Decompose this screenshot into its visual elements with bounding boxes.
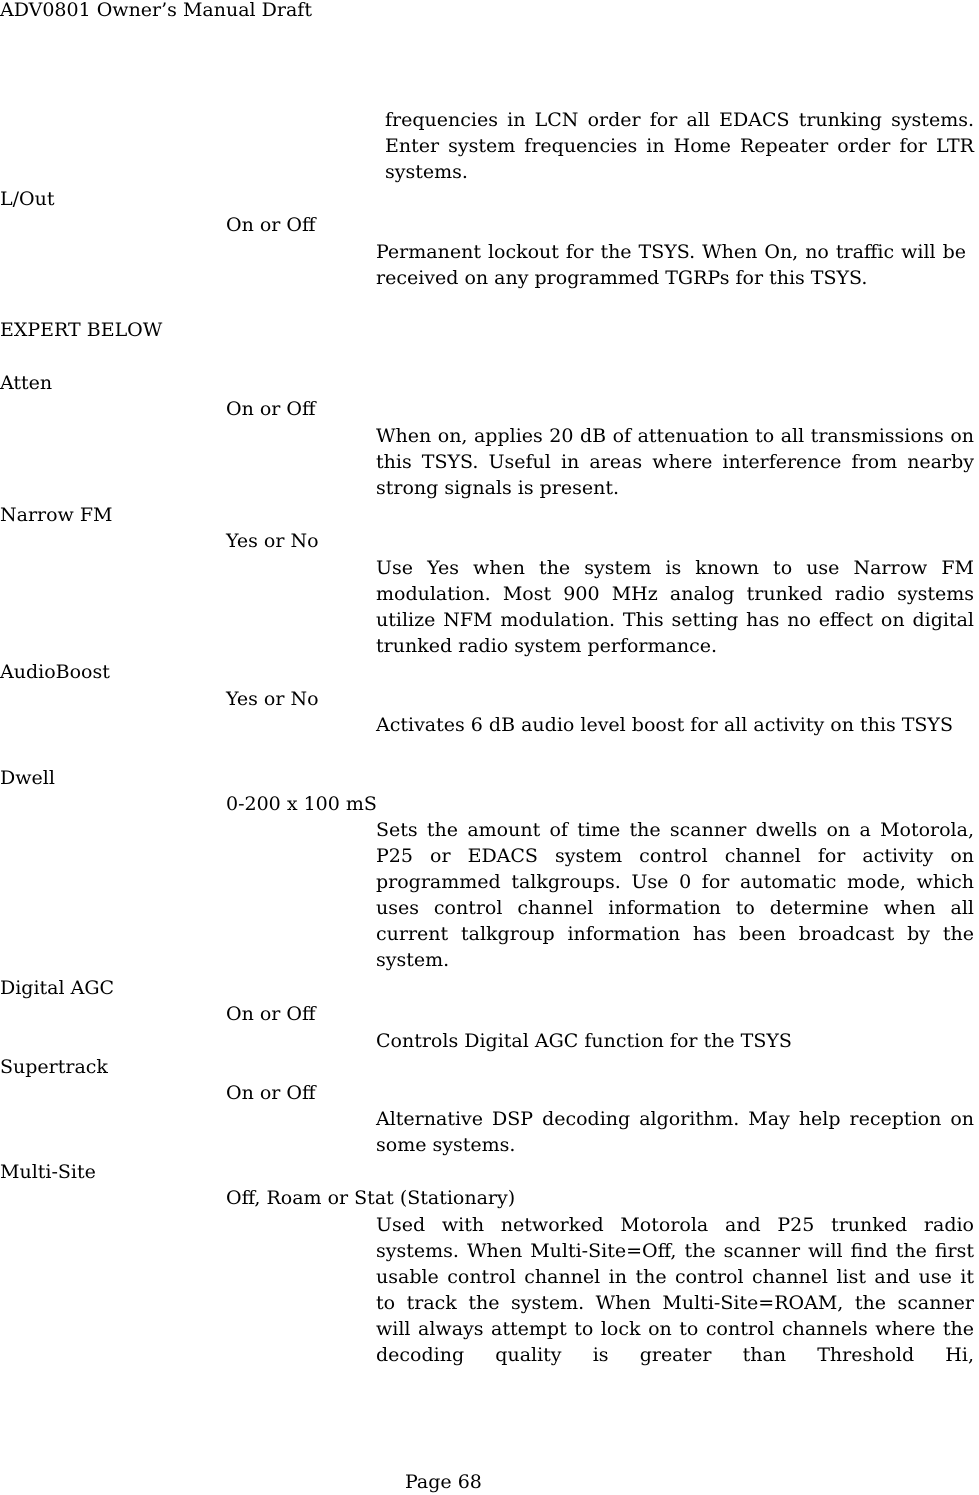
setting-description-audioboost: Activates 6 dB audio level boost for all activity on this TSYS bbox=[376, 714, 953, 736]
description-line: frequencies in LCN order for all EDACS trunking systems. bbox=[385, 109, 974, 131]
setting-description-multi-site: Used with networked Motorola and P25 trunked radio systems. When Multi-Site=Off, the scanner will find the first usable control channel in the control channel list and use it to track the system. When Multi-Site=ROAM, the scanner will always attempt to lock on to control channels where the decoding quality is greater than Threshold Hi, bbox=[376, 1214, 974, 1366]
setting-value-dwell: 0-200 x 100 mS bbox=[226, 793, 377, 815]
setting-name-lout: L/Out bbox=[0, 188, 55, 210]
setting-value-narrow-fm: Yes or No bbox=[226, 530, 319, 552]
setting-description-narrow-fm: Use Yes when the system is known to use Narrow FM modulation. Most 900 MHz analog trunked radio systems utilize NFM modulation. This setting has no effect on digital trunked radio system performance. bbox=[376, 557, 974, 657]
setting-description-dwell: Sets the amount of time the scanner dwells on a Motorola, P25 or EDACS system control channel for activity on programmed talkgroups. Use 0 for automatic mode, which uses control channel information to determine when all current talkgroup information has been broadcast by the system. bbox=[376, 819, 974, 971]
setting-name-dwell: Dwell bbox=[0, 767, 55, 789]
setting-value-supertrack: On or Off bbox=[226, 1082, 316, 1104]
setting-description-lout: Permanent lockout for the TSYS. When On, no traffic will be received on any programmed TGRPs for this TSYS. bbox=[376, 241, 966, 289]
description-line: systems. bbox=[385, 161, 468, 183]
setting-value-lout: On or Off bbox=[226, 214, 316, 236]
section-heading-expert: EXPERT BELOW bbox=[0, 319, 163, 341]
setting-value-multi-site: Off, Roam or Stat (Stationary) bbox=[226, 1187, 516, 1209]
setting-description-supertrack: Alternative DSP decoding algorithm. May help reception on some systems. bbox=[376, 1108, 974, 1156]
setting-name-multi-site: Multi-Site bbox=[0, 1161, 96, 1183]
setting-value-atten: On or Off bbox=[226, 398, 316, 420]
description-line: Enter system frequencies in Home Repeater order for LTR bbox=[385, 135, 974, 157]
continued-description bbox=[376, 107, 974, 185]
setting-name-narrow-fm: Narrow FM bbox=[0, 504, 113, 526]
setting-value-audioboost: Yes or No bbox=[226, 688, 319, 710]
setting-name-supertrack: Supertrack bbox=[0, 1056, 108, 1078]
setting-value-digital-agc: On or Off bbox=[226, 1003, 316, 1025]
setting-name-digital-agc: Digital AGC bbox=[0, 977, 115, 999]
page-footer: Page 68 bbox=[405, 1471, 482, 1493]
setting-name-audioboost: AudioBoost bbox=[0, 661, 110, 683]
setting-description-atten: When on, applies 20 dB of attenuation to all transmissions on this TSYS. Useful in areas where interference from nearby strong signals is present. bbox=[376, 425, 974, 499]
setting-name-atten: Atten bbox=[0, 372, 53, 394]
setting-description-digital-agc: Controls Digital AGC function for the TSYS bbox=[376, 1030, 792, 1052]
page-header: ADV0801 Owner’s Manual Draft bbox=[0, 0, 312, 21]
